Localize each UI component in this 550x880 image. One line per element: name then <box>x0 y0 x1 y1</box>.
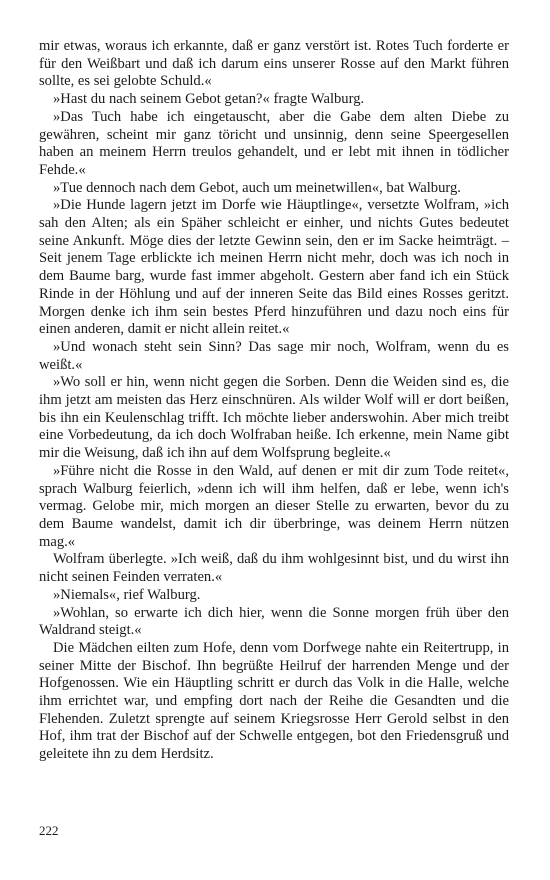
paragraph: »Niemals«, rief Walburg. <box>53 586 201 603</box>
paragraph: »Wo soll er hin, wenn nicht gegen die Sorben. Denn die Weiden sind es, die ihm jetzt am meisten das Herz einschnüren. Als wilder Wolf will er dort beißen, bis ihn ein Keulenschlag trifft. Ich möchte lieber anderswohin. Aber mich treibt eine Vorbedeutung, da ich doch Wolfraban heiße. Ich erkenne, mein Name gibt mir die Weisung, daß ich ihn auf dem Wolfsprung begleite.« <box>39 374 509 462</box>
paragraph: »Führe nicht die Rosse in den Wald, auf denen er mit dir zum Tode reitet«, sprach Walburg feierlich, »denn ich will ihm helfen, daß er lebe, wenn ich's vermag. Gelobe mir, mich morgen an dieser Stelle zu erwarten, bevor du zu dem Baume wandelst, damit ich dir überbringe, was deinem Herrn nützen mag.« <box>39 462 509 550</box>
paragraph: »Die Hunde lagern jetzt im Dorfe wie Häuptlinge«, versetzte Wolfram, »ich sah den Alten; als ein Späher schleicht er einher, und nichts Gutes bedeutet seine Ankunft. Möge dies der letzte Gewinn sein, den er im Sacke heimträgt. – Seit jenem Tage erblickte ich meinen Herrn nicht mehr, doch was ich noch in dem Baume barg, wurde fast immer abgeholt. Gestern aber fand ich ein Stück Rinde in der Höhlung und auf der inneren Seite das Bild eines Rosses geritzt. Morgen denke ich ihm sein bestes Pferd hinzuführen und dazu noch eins für einen anderen, damit er nicht allein reitet.« <box>39 197 509 338</box>
page-body <box>39 38 509 764</box>
paragraph: »Das Tuch habe ich eingetauscht, aber die Gabe dem alten Diebe zu gewähren, scheint mir ganz töricht und unsinnig, denn seine Speergesellen haben an meinem Herrn treulos gehandelt, und er lebt mit ihnen in tödlicher Fehde.« <box>39 108 509 178</box>
paragraph: mir etwas, woraus ich erkannte, daß er ganz verstört ist. Rotes Tuch forderte er für den Weißbart und daß ich darum eins unserer Rosse auf den Markt führen sollte, es sei gelobte Schuld.« <box>39 38 509 90</box>
page-number: 222 <box>39 823 59 838</box>
paragraph: Die Mädchen eilten zum Hofe, denn vom Dorfwege nahte ein Reitertrupp, in seiner Mitte der Bischof. Ihn begrüßte Heilruf der harrenden Menge und der Hofgenossen. Wie ein Häuptling schritt er durch das Volk in die Halle, welche ihm errichtet war, und empfing dort nach der Reihe die Gesandten und die Flehenden. Zuletzt sprengte auf seinem Kriegsrosse Herr Gerold selbst in den Hof, ihm trat der Bischof auf der Schwelle entgegen, bot den Friedensgruß und geleitete ihn zu dem Herdsitz. <box>39 639 509 763</box>
paragraph: Wolfram überlegte. »Ich weiß, daß du ihm wohlgesinnt bist, und du wirst ihn nicht seinen Feinden verraten.« <box>39 551 509 586</box>
paragraph: »Und wonach steht sein Sinn? Das sage mir noch, Wolfram, wenn du es weißt.« <box>39 338 509 373</box>
paragraph: »Tue dennoch nach dem Gebot, auch um meinetwillen«, bat Walburg. <box>53 179 461 196</box>
paragraph: »Wohlan, so erwarte ich dich hier, wenn die Sonne morgen früh über den Waldrand steigt.« <box>39 604 509 639</box>
paragraph: »Hast du nach seinem Gebot getan?« fragte Walburg. <box>53 91 365 108</box>
